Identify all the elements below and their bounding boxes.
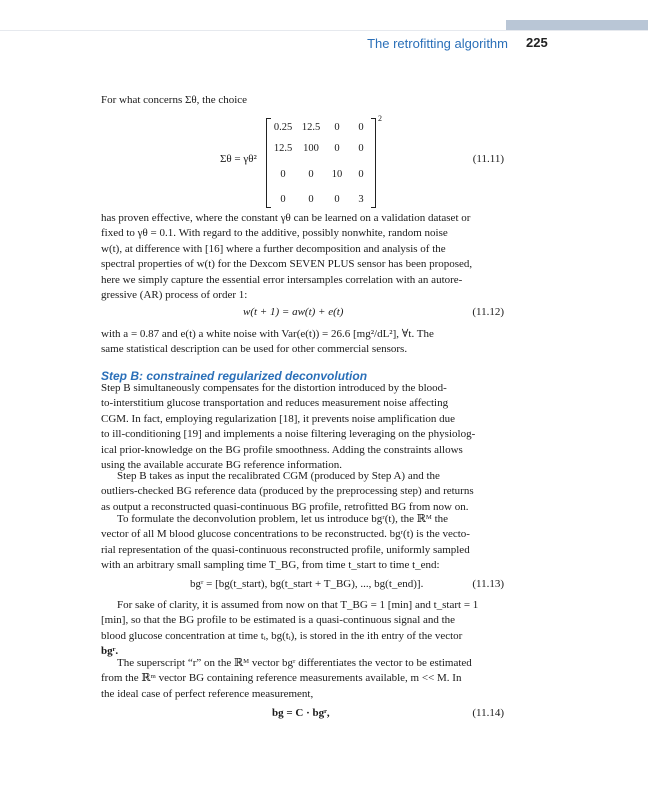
matrix-cell: 0 <box>308 194 314 205</box>
matrix-cell: 0 <box>308 169 314 180</box>
matrix-cell: 0 <box>280 169 286 180</box>
matrix-cell: 100 <box>303 143 319 154</box>
matrix-cell: 0 <box>358 169 364 180</box>
matrix-cell: 0.25 <box>273 122 293 133</box>
matrix-cell: 10 <box>331 169 343 180</box>
header-accent-bar <box>506 20 648 30</box>
matrix-cell: 3 <box>358 194 364 205</box>
intro-line: For what concerns Σθ, the choice <box>101 94 248 106</box>
equation-11-14: bg = C · bgʳ, <box>272 707 330 719</box>
matrix-cell: 0 <box>358 143 364 154</box>
matrix-lhs: Σθ = γθ² <box>220 153 257 165</box>
matrix-cell: 12.5 <box>273 143 293 154</box>
paragraph-superscript: The superscript “r” on the ℝᴹ vector bgʳ differentiates the vector to be estimated from the ℝᵐ vector BG containing reference measurements available, m << M. In the ideal case of perfect reference measurement, <box>101 657 472 700</box>
equation-number-11-11: (11.11) <box>472 153 504 165</box>
matrix-exponent: 2 <box>378 114 382 123</box>
section-title-step-b: Step B: constrained regularized deconvolution <box>101 369 368 383</box>
paragraph-clarity: For sake of clarity, it is assumed from now on that T_BG = 1 [min] and t_start = 1 [min], so that the BG profile to be estimated is a quasi-continuous signal and the blood glucose concentration at time tᵢ, bg(tᵢ), is stored in the ith entry of the vector bgʳ. <box>101 599 479 658</box>
paragraph-deconvolution: To formulate the deconvolution problem, let us introduce bgʳ(t), the ℝᴹ the vector of all M blood glucose concentrations to be reconstructed. bgʳ(t) is the vecto- rial representation of the quasi-continuous reconstructed profile, uniformly sampled with an arbitrary small sampling time T_BG, from time t_start to time t_end: <box>101 513 470 572</box>
equation-11-13: bgʳ = [bg(t_start), bg(t_start + T_BG), ..., bg(t_end)]. <box>190 578 424 590</box>
equation-number-11-14: (11.14) <box>472 707 504 719</box>
equation-number-11-12: (11.12) <box>472 306 504 318</box>
paragraph-step-b-input: Step B takes as input the recalibrated CGM (produced by Step A) and the outliers-checked BG reference data (produced by the preprocessing step) and returns as output a reconstructed quasi-continuous BG profile, retrofitted BG from now on. <box>101 470 474 513</box>
page-number: 225 <box>526 35 548 50</box>
equation-11-12: w(t + 1) = aw(t) + e(t) <box>243 306 344 318</box>
matrix-cell: 0 <box>334 143 340 154</box>
paragraph-noise: with a = 0.87 and e(t) a white noise with Var(e(t)) = 26.6 [mg²/dL²], ∀t. The same statistical description can be used for other commercial sensors. <box>101 328 434 356</box>
matrix-cell: 12.5 <box>301 122 321 133</box>
matrix-cell: 0 <box>334 122 340 133</box>
paragraph-step-b-intro: Step B simultaneously compensates for the distortion introduced by the blood- to-interstitium glucose transportation and reduces measurement noise affecting CGM. In fact, employing regularization [18], it prevents noise amplification due to ill-conditioning [19] and implements a noise filtering leveraging on the physiolog- ical prior-knowledge on the BG profile smoothness. Adding the constraints allows using the available accurate BG reference information. <box>101 382 476 472</box>
header-rule <box>0 30 648 31</box>
running-head-title: The retrofitting algorithm <box>367 36 508 51</box>
matrix-cell: 0 <box>334 194 340 205</box>
matrix-cell: 0 <box>358 122 364 133</box>
equation-number-11-13: (11.13) <box>472 578 504 590</box>
sigma-matrix <box>266 118 376 208</box>
paragraph-ar-process: has proven effective, where the constant γθ can be learned on a validation dataset or fixed to γθ = 0.1. With regard to the additive, possibly nonwhite, random noise w(t), at difference with [16] where a further decomposition and analysis of the spectral properties of w(t) for the Dexcom SEVEN PLUS sensor has been proposed, here we simply capture the essential error intersamples correlation with an autore- gressive (AR) process of order 1: <box>101 212 473 302</box>
matrix-cell: 0 <box>280 194 286 205</box>
